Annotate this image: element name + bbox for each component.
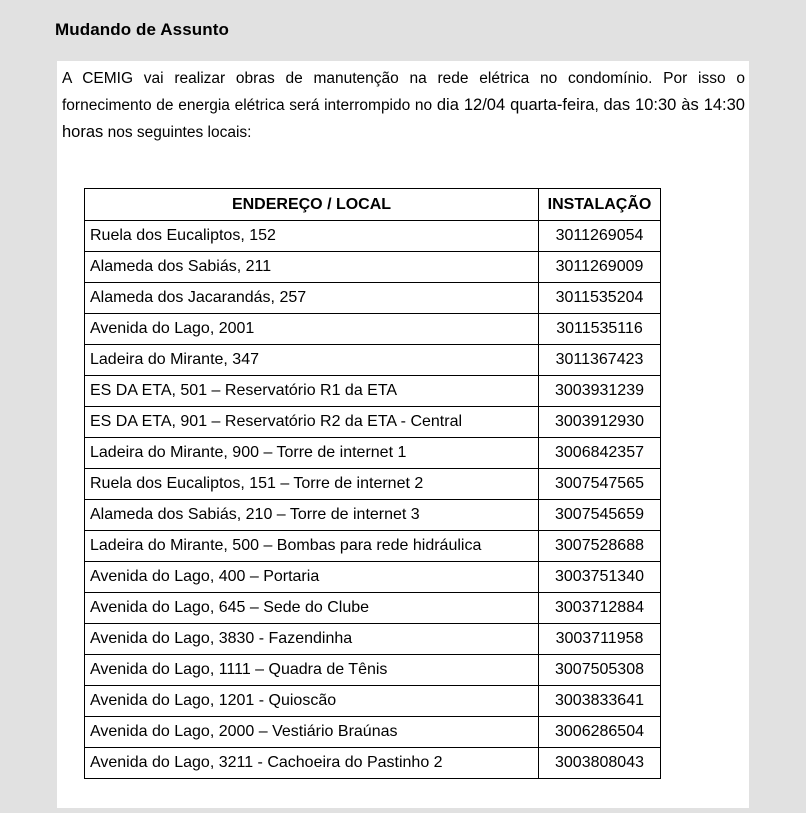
installation-cell: 3011269009: [539, 252, 661, 283]
table-row: [85, 438, 661, 469]
table-row: [85, 655, 661, 686]
address-cell: ES DA ETA, 501 – Reservatório R1 da ETA: [85, 376, 539, 407]
column-header-installation: INSTALAÇÃO: [539, 189, 661, 221]
installation-cell: 3003711958: [539, 624, 661, 655]
table-row: [85, 717, 661, 748]
address-cell: Avenida do Lago, 400 – Portaria: [85, 562, 539, 593]
table-header-row: [85, 189, 661, 221]
table-row: [85, 562, 661, 593]
address-cell: Ladeira do Mirante, 500 – Bombas para rede hidráulica: [85, 531, 539, 562]
installation-cell: 3007547565: [539, 469, 661, 500]
table-row: [85, 748, 661, 779]
installation-cell: 3006286504: [539, 717, 661, 748]
installation-cell: 3011367423: [539, 345, 661, 376]
installation-cell: 3011535204: [539, 283, 661, 314]
column-header-address: ENDEREÇO / LOCAL: [85, 189, 539, 221]
address-cell: Ladeira do Mirante, 900 – Torre de internet 1: [85, 438, 539, 469]
section-title: Mudando de Assunto: [55, 20, 229, 39]
address-cell: Avenida do Lago, 1201 - Quioscão: [85, 686, 539, 717]
address-cell: Alameda dos Sabiás, 210 – Torre de internet 3: [85, 500, 539, 531]
outage-locations-table: [84, 188, 661, 779]
address-cell: Avenida do Lago, 2000 – Vestiário Braúnas: [85, 717, 539, 748]
table-row: [85, 624, 661, 655]
address-cell: Avenida do Lago, 2001: [85, 314, 539, 345]
notice-intro: A CEMIG vai realizar obras de manutenção na rede elétrica no condomínio. Por isso o fornecimento de energia elétrica será interrompido no: [62, 70, 745, 114]
notice-separator: ,: [594, 97, 604, 114]
installation-cell: 3011269054: [539, 221, 661, 252]
installation-cell: 3003712884: [539, 593, 661, 624]
notice-time: das 10:30 às 14:30 horas: [62, 96, 745, 141]
table-row: [85, 252, 661, 283]
address-cell: Ladeira do Mirante, 347: [85, 345, 539, 376]
notice-outro: nos seguintes locais:: [103, 124, 252, 141]
installation-cell: 3003833641: [539, 686, 661, 717]
table-row: [85, 221, 661, 252]
table-row: [85, 283, 661, 314]
address-cell: Avenida do Lago, 3211 - Cachoeira do Pastinho 2: [85, 748, 539, 779]
table-row: [85, 686, 661, 717]
address-cell: Alameda dos Jacarandás, 257: [85, 283, 539, 314]
installation-cell: 3007505308: [539, 655, 661, 686]
notice-paragraph: [62, 65, 745, 146]
installation-cell: 3007545659: [539, 500, 661, 531]
notice-panel: [57, 61, 749, 808]
address-cell: Ruela dos Eucaliptos, 151 – Torre de internet 2: [85, 469, 539, 500]
address-cell: Avenida do Lago, 645 – Sede do Clube: [85, 593, 539, 624]
address-cell: ES DA ETA, 901 – Reservatório R2 da ETA - Central: [85, 407, 539, 438]
table-row: [85, 407, 661, 438]
address-cell: Alameda dos Sabiás, 211: [85, 252, 539, 283]
installation-cell: 3011535116: [539, 314, 661, 345]
table-row: [85, 314, 661, 345]
installation-cell: 3007528688: [539, 531, 661, 562]
table-body: [85, 221, 661, 779]
table-row: [85, 531, 661, 562]
installation-cell: 3003931239: [539, 376, 661, 407]
address-cell: Avenida do Lago, 3830 - Fazendinha: [85, 624, 539, 655]
address-cell: Avenida do Lago, 1111 – Quadra de Tênis: [85, 655, 539, 686]
table-row: [85, 345, 661, 376]
address-cell: Ruela dos Eucaliptos, 152: [85, 221, 539, 252]
installation-cell: 3003751340: [539, 562, 661, 593]
table-row: [85, 376, 661, 407]
table-row: [85, 593, 661, 624]
notice-date: dia 12/04 quarta-feira: [436, 96, 595, 114]
installation-cell: 3003912930: [539, 407, 661, 438]
installation-cell: 3006842357: [539, 438, 661, 469]
installation-cell: 3003808043: [539, 748, 661, 779]
table-row: [85, 500, 661, 531]
table-row: [85, 469, 661, 500]
